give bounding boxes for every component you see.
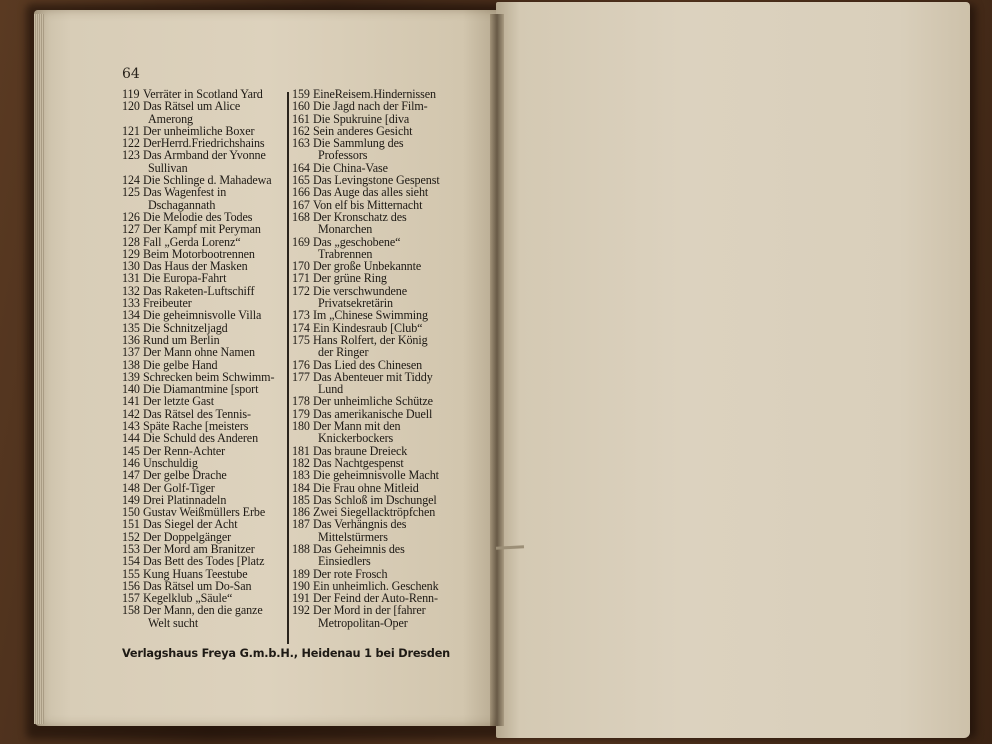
item-title: Die Sammlung des [313,136,404,151]
item-number: 125 [122,185,140,200]
item-title: Das Bett des Todes [Platz [143,554,265,569]
item-title: Die Schuld des Anderen [143,431,259,446]
item-number: 154 [122,554,140,569]
item-title: Der Mann ohne Namen [143,345,255,360]
item-number: 130 [122,259,140,274]
item-number: 163 [292,136,310,151]
item-title: Die Frau ohne Mitleid [313,480,419,495]
item-number: 192 [292,603,310,618]
publisher-imprint: Verlagshaus Freya G.m.b.H., Heidenau 1 bei Dresden [122,647,451,660]
item-number: 139 [122,369,140,384]
item-title: Gustav Weißmüllers Erbe [143,505,266,520]
item-number: 167 [292,197,310,212]
item-title: Das Raketen-Luftschiff [143,283,255,298]
item-title: Beim Motorbootrennen [143,246,255,261]
item-title: Der Mann mit den [313,419,401,434]
item-title: Mittelstürmers [318,529,388,544]
item-title: Verräter in Scotland Yard [143,87,263,101]
item-title: Die Schnitzeljagd [143,320,228,335]
item-number: 185 [292,492,310,507]
item-number: 165 [292,173,310,188]
item-number: 176 [292,357,310,372]
item-title: Monarchen [318,222,373,237]
item-number: 129 [122,246,140,261]
item-title: Der Feind der Auto-Renn- [313,591,438,606]
item-title: Das Siegel der Acht [143,517,238,532]
item-number: 191 [292,591,310,606]
item-number: 173 [292,308,310,323]
item-number: 172 [292,283,310,298]
item-number: 171 [292,271,310,286]
item-number: 157 [122,591,140,606]
item-number: 131 [122,271,140,286]
item-title: Der Doppelgänger [143,529,232,544]
item-number: 140 [122,382,140,397]
item-number: 169 [292,234,310,249]
column-divider [287,92,289,644]
item-title: Kung Huans Teestube [143,566,248,581]
item-title: Das Schloß im Dschungel [313,492,437,507]
item-number: 178 [292,394,310,409]
item-title: Der Mord in der [fahrer [313,603,426,618]
item-title: Der Golf-Tiger [143,480,215,495]
item-number: 133 [122,296,140,311]
item-title: Rund um Berlin [143,332,220,347]
item-title: Sein anderes Gesicht [313,123,413,138]
item-number: 186 [292,505,310,520]
item-title: Das amerikanische Duell [313,406,433,421]
item-number: 149 [122,492,140,507]
item-title: Der Renn-Achter [143,443,226,458]
item-number: 152 [122,529,140,544]
item-title: Einsiedlers [318,554,371,569]
item-title: Der Mann, den die ganze [143,603,263,618]
item-title: Die Schlinge d. Mahadewa [143,173,272,188]
item-number: 174 [292,320,310,335]
item-number: 166 [292,185,310,200]
item-number: 187 [292,517,310,532]
title-list-left [122,88,290,629]
item-number: 128 [122,234,140,249]
item-title: Die Jagd nach der Film- [313,99,428,114]
item-title: Trabrennen [318,246,373,261]
item-number: 135 [122,320,140,335]
item-title: Die geheimnisvolle Villa [143,308,262,323]
item-number: 132 [122,283,140,298]
item-title: Der unheimliche Boxer [143,123,255,138]
item-number: 126 [122,209,140,224]
item-number: 190 [292,578,310,593]
item-number: 159 [292,87,310,101]
item-number: 164 [292,160,310,175]
item-number: 168 [292,209,310,224]
item-number: 138 [122,357,140,372]
item-title: Das Geheimnis des [313,541,405,556]
item-title: Das Lied des Chinesen [313,357,423,372]
item-number: 162 [292,123,310,138]
item-number: 156 [122,578,140,593]
item-number: 134 [122,308,140,323]
item-title: Ein unheimlich. Geschenk [313,578,439,593]
item-number: 123 [122,148,140,163]
item-title: Sullivan [148,160,188,175]
page-edges [34,14,44,724]
item-title: Das Armband der Yvonne [143,148,266,163]
right-page-blank [496,2,970,738]
list-item [122,617,290,629]
item-title: Das Verhängnis des [313,517,407,532]
item-number: 119 [122,87,140,101]
item-title: Das Levingstone Gespenst [313,173,440,188]
item-title: Der grüne Ring [313,271,387,286]
item-number: 175 [292,332,310,347]
item-number: 127 [122,222,140,237]
item-number: 153 [122,541,140,556]
item-title: Das Rätsel um Do-San [143,578,252,593]
item-number: 122 [122,136,140,151]
item-number: 158 [122,603,140,618]
item-number: 180 [292,419,310,434]
item-title: Das Haus der Masken [143,259,248,274]
item-title: Zwei Siegellacktröpfchen [313,505,436,520]
item-title: Die geheimnisvolle Macht [313,468,439,483]
item-number: 189 [292,566,310,581]
item-number: 151 [122,517,140,532]
item-number: 147 [122,468,140,483]
book-gutter [490,14,504,726]
item-title: Kegelklub „Säule“ [143,591,233,606]
item-number: 146 [122,455,140,470]
item-number: 148 [122,480,140,495]
item-title: EineReisem.Hindernissen [313,87,436,101]
title-list-right [292,88,464,629]
item-number: 150 [122,505,140,520]
item-title: Der Kampf mit Peryman [143,222,261,237]
item-title: Welt sucht [148,615,199,630]
item-title: Ein Kindesraub [Club“ [313,320,423,335]
item-number: 160 [292,99,310,114]
item-title: Der Mord am Branitzer [143,541,255,556]
item-number: 188 [292,541,310,556]
item-title: Das braune Dreieck [313,443,408,458]
item-title: Das Rätsel um Alice [143,99,241,114]
item-title: Privatsekretärin [318,296,393,311]
item-number: 142 [122,406,140,421]
item-title: Dschagannath [148,197,216,212]
item-title: Der große Unbekannte [313,259,422,274]
item-title: Professors [318,148,368,163]
item-title: Freibeuter [143,296,192,311]
item-title: Das Rätsel des Tennis- [143,406,251,421]
item-title: Lund [318,382,344,397]
list-item [292,617,464,629]
item-title: Das Abenteuer mit Tiddy [313,369,433,384]
item-number: 124 [122,173,140,188]
item-title: Drei Platinnadeln [143,492,227,507]
item-number: 177 [292,369,310,384]
item-title: Der gelbe Drache [143,468,227,483]
item-number: 137 [122,345,140,360]
item-title: Die Melodie des Todes [143,209,253,224]
item-number: 121 [122,123,140,138]
item-number: 182 [292,455,310,470]
item-number: 181 [292,443,310,458]
item-number: 183 [292,468,310,483]
item-title: Die Europa-Fahrt [143,271,227,286]
item-title: Das Auge das alles sieht [313,185,429,200]
page-number: 64 [122,66,140,82]
item-title: Metropolitan-Oper [318,615,408,630]
item-title: Amerong [148,111,193,126]
item-title: Das Nachtgespenst [313,455,404,470]
item-number: 141 [122,394,140,409]
item-title: Das Wagenfest in [143,185,227,200]
item-title: Der Kronschatz des [313,209,407,224]
item-number: 145 [122,443,140,458]
item-title: Im „Chinese Swimming [313,308,428,323]
item-title: der Ringer [318,345,369,360]
item-title: Der unheimliche Schütze [313,394,433,409]
item-title: Die verschwundene [313,283,408,298]
item-number: 144 [122,431,140,446]
item-number: 179 [292,406,310,421]
item-number: 120 [122,99,140,114]
item-title: Schrecken beim Schwimm- [143,369,275,384]
item-title: Die gelbe Hand [143,357,218,372]
item-number: 184 [292,480,310,495]
item-title: Der letzte Gast [143,394,215,409]
item-title: Unschuldig [143,455,198,470]
item-title: Die China-Vase [313,160,388,175]
item-title: Von elf bis Mitternacht [313,197,423,212]
item-number: 170 [292,259,310,274]
item-title: Das „geschobene“ [313,234,401,249]
item-title: Die Diamantmine [sport [143,382,259,397]
item-number: 143 [122,419,140,434]
item-number: 161 [292,111,310,126]
item-title: Späte Rache [meisters [143,419,249,434]
item-number: 136 [122,332,140,347]
item-title: Knickerbockers [318,431,394,446]
item-title: DerHerrd.Friedrichshains [143,136,265,151]
item-title: Der rote Frosch [313,566,388,581]
item-number: 155 [122,566,140,581]
item-title: Hans Rolfert, der König [313,332,428,347]
item-title: Die Spukruine [diva [313,111,410,126]
item-title: Fall „Gerda Lorenz“ [143,234,241,249]
